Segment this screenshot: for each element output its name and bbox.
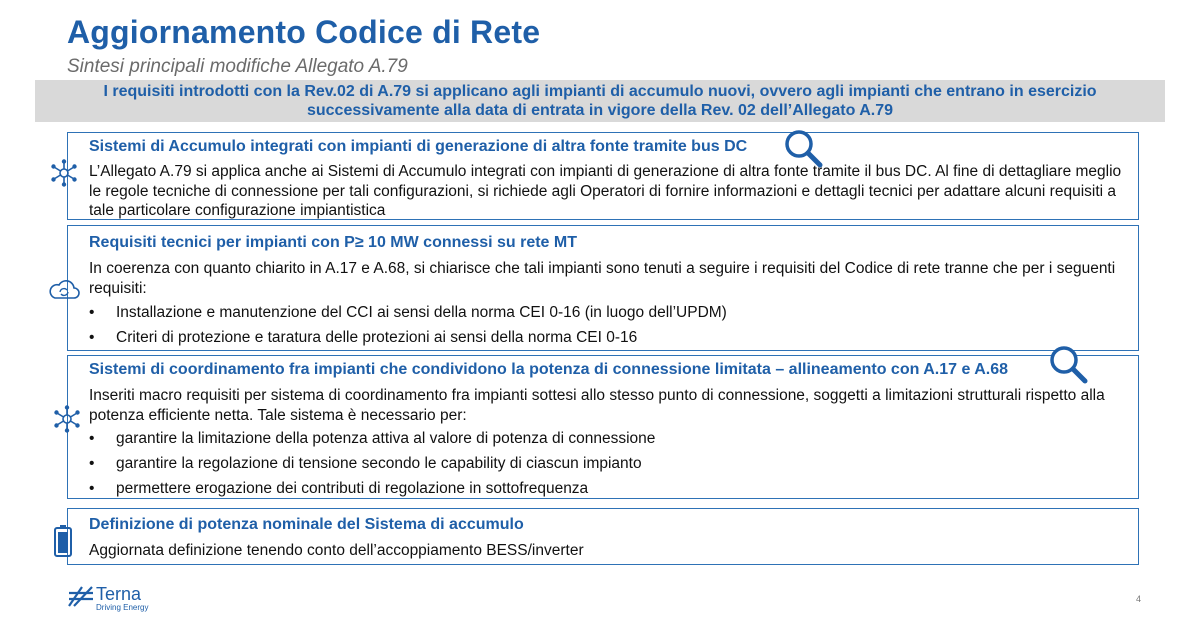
section-coordination <box>67 355 1139 499</box>
list-item: • permettere erogazione dei contributi di regolazione in sottofrequenza <box>89 479 1124 504</box>
bullet-list <box>89 303 1124 353</box>
list-item: • garantire la limitazione della potenza attiva al valore di potenza di connessione <box>89 429 1124 454</box>
banner-line-2: successivamente alla data di entrata in vigore della Rev. 02 dell’Allegato A.79 <box>306 102 893 119</box>
section-title: Sistemi di Accumulo integrati con impianti di generazione di altra fonte tramite bus DC <box>89 138 748 155</box>
section-nominal-power <box>67 508 1139 565</box>
network-icon <box>52 404 82 434</box>
section-body: Inseriti macro requisiti per sistema di coordinamento fra impianti sottesi allo stesso punto di connessione, soggetti a limitazioni strutturali rispetto alla potenza efficiente netta. Tale sistema è necessario per: <box>89 387 1105 424</box>
banner-line-1: I requisiti introdotti con la Rev.02 di A.79 si applicano agli impianti di accumulo nuovi, ovvero agli impianti che entrano in esercizio <box>103 83 1097 100</box>
section-title: Sistemi di coordinamento fra impianti che condividono la potenza di connessione limitata – allineamento con A.17 e A.68 <box>89 361 1009 378</box>
cloud-sync-icon <box>47 275 81 305</box>
page-number: 4 <box>1136 594 1142 604</box>
battery-icon <box>53 524 73 558</box>
magnifier-icon <box>1047 343 1089 385</box>
section-title: Requisiti tecnici per impianti con P≥ 10 MW connessi su rete MT <box>89 234 577 251</box>
section-body: Aggiornata definizione tenendo conto dell’accoppiamento BESS/inverter <box>89 542 584 559</box>
bullet-list <box>89 429 1124 504</box>
logo-name: Terna <box>96 584 142 604</box>
page-subtitle: Sintesi principali modifiche Allegato A.79 <box>67 56 408 77</box>
magnifier-icon <box>782 127 824 169</box>
section-body: L’Allegato A.79 si applica anche ai Sistemi di Accumulo integrati con impianti di generazione di altra fonte tramite il bus DC. Al fine di dettagliare meglio le regole tecniche di connessione per tali configurazioni, si richiede agli Operatori di fornire informazioni e dettagli tecnici per adattare alcuni requisiti a tale particolare configurazione impiantistica <box>89 163 1122 219</box>
logo-tagline: Driving Energy <box>96 603 149 612</box>
terna-logo-icon <box>68 585 94 607</box>
section-dc-bus <box>67 132 1139 220</box>
list-item: • Criteri di protezione e taratura delle protezioni ai sensi della norma CEI 0-16 <box>89 328 1124 353</box>
section-body: In coerenza con quanto chiarito in A.17 e A.68, si chiarisce che tali impianti sono tenuti a seguire i requisiti del Codice di rete tranne che per i seguenti requisiti: <box>89 260 1116 297</box>
list-item: • Installazione e manutenzione del CCI ai sensi della norma CEI 0-16 (in luogo dell’UPDM) <box>89 303 1124 328</box>
list-item: • garantire la regolazione di tensione secondo le capability di ciascun impianto <box>89 454 1124 479</box>
scope-banner <box>35 80 1165 122</box>
network-icon <box>49 158 79 188</box>
section-mt-requirements <box>67 225 1139 351</box>
section-title: Definizione di potenza nominale del Sistema di accumulo <box>89 516 524 533</box>
page-title: Aggiornamento Codice di Rete <box>67 14 541 50</box>
